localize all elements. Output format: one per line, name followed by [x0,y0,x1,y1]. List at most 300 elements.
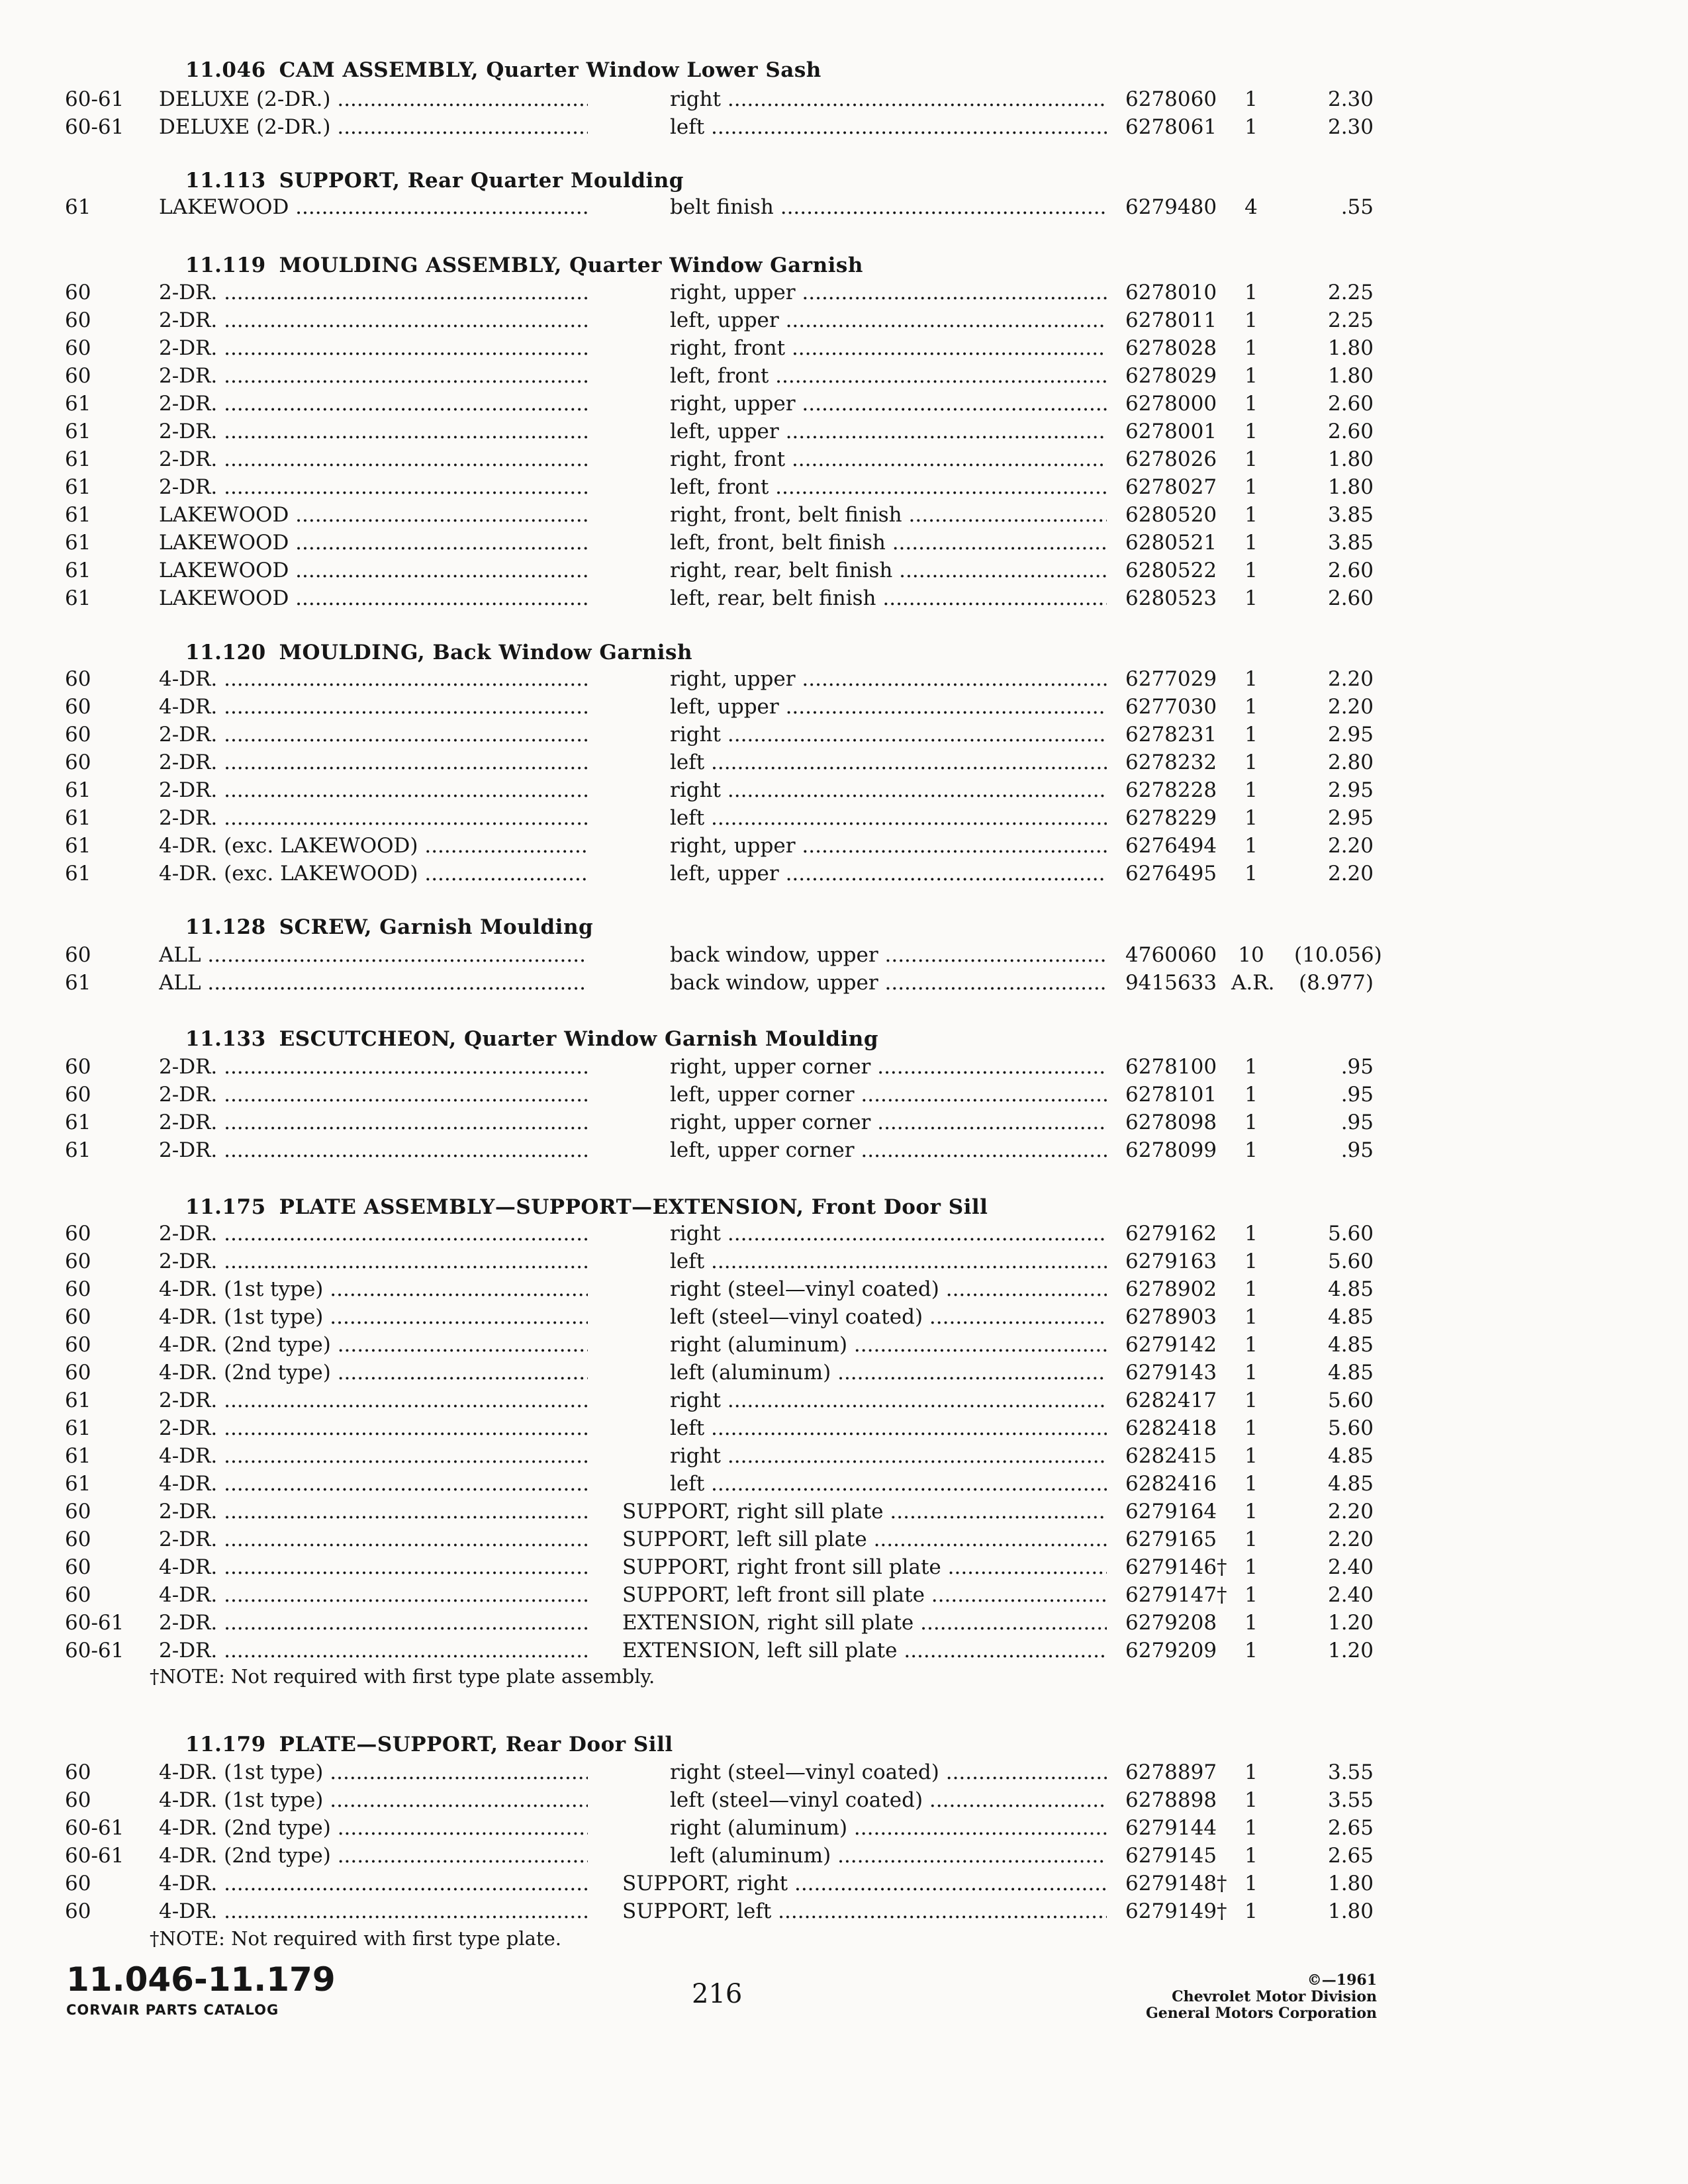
price: 3.85 [1327,531,1374,555]
body-model: DELUXE (2-DR.) ..... [159,86,588,113]
body-model: 4-DR. (1st type) ..... [159,1304,588,1331]
part-number: 6279480 [1125,195,1217,219]
page-number: 216 [692,1979,743,2009]
model-year: 60 [65,281,91,304]
model-year: 60 [65,308,91,332]
part-description: right, front ..... [670,446,1107,473]
part-description: left (steel—vinyl coated) ..... [670,1787,1107,1814]
section-heading [185,915,593,939]
body-model: 4-DR. ..... [159,666,588,693]
model-year: 60 [65,1788,91,1812]
section-heading [185,1733,673,1756]
part-number: 6279165 [1125,1527,1217,1551]
part-description: right, upper corner ..... [670,1109,1107,1136]
quantity: 1 [1244,1222,1258,1246]
part-description: left, rear, belt finish ..... [670,585,1107,612]
quantity: 1 [1244,806,1258,830]
model-year: 61 [65,447,91,471]
part-description: right ..... [670,1220,1107,1248]
part-description: left ..... [670,114,1107,141]
part-description: back window, upper ..... [670,970,1107,997]
part-description: right (steel—vinyl coated) ..... [670,1759,1107,1786]
section-name: PLATE ASSEMBLY—SUPPORT—EXTENSION, [279,1195,804,1219]
model-year: 61 [65,1416,91,1440]
section-number: 11.128 [185,915,266,939]
parts-row [0,529,1688,557]
part-description: left, upper ..... [670,307,1107,334]
parts-row [0,721,1688,749]
model-year: 60 [65,1277,91,1301]
parts-row [0,1582,1688,1609]
parts-row [0,307,1688,334]
quantity: 1 [1244,1111,1258,1134]
model-year: 61 [65,778,91,802]
body-model: 4-DR. (2nd type) ..... [159,1359,588,1387]
body-model: 4-DR. ..... [159,1554,588,1581]
model-year: 61 [65,195,91,219]
quantity: 1 [1244,1277,1258,1301]
part-description: right, upper ..... [670,279,1107,306]
body-model: 4-DR. (exc. LAKEWOOD) ..... [159,860,588,887]
parts-row [0,1870,1688,1897]
part-number: 6278026 [1125,447,1217,471]
body-model: 2-DR. ..... [159,721,588,749]
body-model: 4-DR. ..... [159,1898,588,1925]
body-model: 4-DR. (2nd type) ..... [159,1815,588,1842]
price: 2.60 [1327,420,1374,443]
body-model: ALL ..... [159,942,588,969]
section-number: 11.046 [185,58,266,82]
model-year: 60 [65,364,91,388]
price: 2.40 [1327,1583,1374,1607]
model-year: 61 [65,834,91,858]
body-model: 2-DR. ..... [159,474,588,501]
price: 4.85 [1327,1361,1374,1385]
quantity: 1 [1244,392,1258,416]
quantity: 1 [1244,1583,1258,1607]
part-description: left (steel—vinyl coated) ..... [670,1304,1107,1331]
part-number: 6279148† [1125,1872,1227,1895]
parts-row [0,1759,1688,1786]
part-description: SUPPORT, right ..... [622,1870,1107,1897]
section-number: 11.175 [185,1195,266,1219]
quantity: 1 [1244,420,1258,443]
model-year: 60 [65,1222,91,1246]
quantity: 1 [1244,751,1258,774]
body-model: DELUXE (2-DR.) ..... [159,114,588,141]
parts-row [0,446,1688,473]
part-description: SUPPORT, left ..... [622,1898,1107,1925]
quantity: 1 [1244,1555,1258,1579]
model-year: 61 [65,971,91,995]
part-number: 6278060 [1125,87,1217,111]
part-number: 6279163 [1125,1250,1217,1273]
quantity: 1 [1244,1472,1258,1496]
section-heading [185,253,863,277]
part-number: 6280523 [1125,586,1217,610]
quantity: 1 [1244,834,1258,858]
part-number: 6280522 [1125,559,1217,582]
model-year: 61 [65,1444,91,1468]
body-model: 2-DR. ..... [159,1498,588,1525]
part-number: 6278101 [1125,1083,1217,1107]
price: .55 [1340,195,1374,219]
price: 2.30 [1327,115,1374,139]
body-model: 2-DR. ..... [159,1081,588,1109]
parts-row [0,390,1688,418]
price: 4.85 [1327,1444,1374,1468]
section-subtitle: Garnish Moulding [379,915,594,939]
parts-row [0,970,1688,997]
quantity: 1 [1244,1872,1258,1895]
parts-row [0,1054,1688,1081]
body-model: 4-DR. ..... [159,694,588,721]
price: 3.55 [1327,1788,1374,1812]
parts-row [0,1304,1688,1331]
price: 2.20 [1327,1527,1374,1551]
part-description: right ..... [670,1387,1107,1414]
part-description: right, front, belt finish ..... [670,502,1107,529]
model-year: 60-61 [65,1844,124,1868]
quantity: 1 [1244,1138,1258,1162]
section-name: ESCUTCHEON, [279,1027,457,1051]
parts-row [0,86,1688,113]
section-number: 11.113 [185,169,266,193]
part-number: 6279164 [1125,1500,1217,1524]
parts-row [0,1526,1688,1553]
part-number: 6279208 [1125,1611,1217,1635]
model-year: 60 [65,667,91,691]
part-description: right, upper ..... [670,390,1107,418]
part-number: 6277029 [1125,667,1217,691]
body-model: 4-DR. (1st type) ..... [159,1276,588,1303]
parts-row [0,666,1688,693]
quantity: 1 [1244,336,1258,360]
quantity: 1 [1244,1760,1258,1784]
model-year: 61 [65,586,91,610]
price: 2.40 [1327,1555,1374,1579]
section-number: 11.179 [185,1733,266,1756]
parts-row [0,1359,1688,1387]
division: Chevrolet Motor Division [1172,1988,1377,2005]
body-model: 2-DR. ..... [159,446,588,473]
model-year: 60 [65,1760,91,1784]
parts-row [0,474,1688,501]
price: 2.80 [1327,751,1374,774]
section-heading [185,169,684,193]
body-model: 2-DR. ..... [159,418,588,445]
part-description: left ..... [670,1415,1107,1442]
part-number: 6279162 [1125,1222,1217,1246]
quantity: 1 [1244,1527,1258,1551]
price: 5.60 [1327,1388,1374,1412]
price: 4.85 [1327,1277,1374,1301]
section-name: SCREW, [279,915,372,939]
publisher-block [1146,1972,1377,2022]
model-year: 61 [65,392,91,416]
model-year: 60-61 [65,115,124,139]
price: (8.977) [1299,971,1374,995]
parts-row [0,1387,1688,1414]
section-number: 11.119 [185,253,266,277]
body-model: 2-DR. ..... [159,1137,588,1164]
part-number: 6279147† [1125,1583,1227,1607]
parts-row [0,363,1688,390]
part-description: left, front ..... [670,474,1107,501]
quantity: 1 [1244,1611,1258,1635]
part-number: 6278903 [1125,1305,1217,1329]
price: 2.95 [1327,778,1374,802]
section-subtitle: Quarter Window Lower Sash [486,58,821,82]
parts-row [0,942,1688,969]
parts-row [0,805,1688,832]
part-number: 6279143 [1125,1361,1217,1385]
part-description: left, upper ..... [670,418,1107,445]
section-subtitle: Quarter Window Garnish Moulding [463,1027,878,1051]
part-number: 6278061 [1125,115,1217,139]
part-number: 6278010 [1125,281,1217,304]
section-name: MOULDING ASSEMBLY, [279,253,562,277]
part-number: 6279142 [1125,1333,1217,1357]
parts-row [0,1443,1688,1470]
model-year: 61 [65,475,91,499]
quantity: 1 [1244,1816,1258,1840]
parts-row [0,1471,1688,1498]
price: 2.20 [1327,667,1374,691]
section-subtitle: Rear Door Sill [505,1733,673,1756]
body-model: 2-DR. ..... [159,1220,588,1248]
parts-row [0,1109,1688,1136]
parts-row [0,279,1688,306]
part-number: 6282418 [1125,1416,1217,1440]
parts-row [0,1137,1688,1164]
price: 5.60 [1327,1250,1374,1273]
part-description: right ..... [670,1443,1107,1470]
model-year: 60 [65,336,91,360]
parts-row [0,1081,1688,1109]
body-model: 4-DR. (2nd type) ..... [159,1332,588,1359]
parts-row [0,694,1688,721]
section-note: †NOTE: Not required with first type plate. [150,1927,561,1950]
price: 2.25 [1327,308,1374,332]
parts-row [0,194,1688,221]
part-description: left (aluminum) ..... [670,1843,1107,1870]
parts-row [0,1332,1688,1359]
part-description: SUPPORT, left front sill plate ..... [622,1582,1107,1609]
part-number: 6279149† [1125,1899,1227,1923]
price: 2.65 [1327,1844,1374,1868]
part-description: right ..... [670,86,1107,113]
part-description: SUPPORT, left sill plate ..... [622,1526,1107,1553]
body-model: LAKEWOOD ..... [159,529,588,557]
quantity: 1 [1244,1250,1258,1273]
part-description: right ..... [670,721,1107,749]
part-number: 6277030 [1125,695,1217,719]
price: .95 [1340,1083,1374,1107]
price: 2.25 [1327,281,1374,304]
part-number: 6278229 [1125,806,1217,830]
quantity: 1 [1244,308,1258,332]
body-model: 2-DR. ..... [159,1637,588,1664]
quantity: 1 [1244,503,1258,527]
copyright: ©—1961 [1307,1972,1377,1989]
section-subtitle: Back Window Garnish [432,641,693,664]
part-number: 6278231 [1125,723,1217,747]
part-number: 6278028 [1125,336,1217,360]
body-model: ALL ..... [159,970,588,997]
model-year: 60-61 [65,1816,124,1840]
part-description: left, upper ..... [670,694,1107,721]
body-model: 4-DR. (1st type) ..... [159,1787,588,1814]
price: 2.95 [1327,806,1374,830]
quantity: 1 [1244,1361,1258,1385]
model-year: 60 [65,1899,91,1923]
model-year: 60 [65,695,91,719]
price: 2.20 [1327,1500,1374,1524]
quantity: 1 [1244,1844,1258,1868]
price: (10.056) [1294,943,1382,967]
parts-row [0,833,1688,860]
section-subtitle: Quarter Window Garnish [569,253,863,277]
part-description: SUPPORT, right sill plate ..... [622,1498,1107,1525]
quantity: 1 [1244,1444,1258,1468]
part-description: EXTENSION, left sill plate ..... [622,1637,1107,1664]
model-year: 61 [65,503,91,527]
body-model: 2-DR. ..... [159,279,588,306]
quantity: 1 [1244,1416,1258,1440]
parts-row [0,1220,1688,1248]
part-number: 6282416 [1125,1472,1217,1496]
body-model: 2-DR. ..... [159,749,588,776]
quantity: 1 [1244,447,1258,471]
part-number: 6278100 [1125,1055,1217,1079]
section-number: 11.133 [185,1027,266,1051]
quantity: 1 [1244,87,1258,111]
part-description: right (aluminum) ..... [670,1332,1107,1359]
section-subtitle: Front Door Sill [811,1195,988,1219]
part-description: left, front ..... [670,363,1107,390]
part-description: left, front, belt finish ..... [670,529,1107,557]
model-year: 60 [65,1555,91,1579]
body-model: 2-DR. ..... [159,1248,588,1275]
price: 2.60 [1327,559,1374,582]
price: 3.85 [1327,503,1374,527]
model-year: 60 [65,1872,91,1895]
body-model: 2-DR. ..... [159,805,588,832]
part-description: right, upper ..... [670,666,1107,693]
parts-row [0,1898,1688,1925]
body-model: 4-DR. ..... [159,1443,588,1470]
section-name: CAM ASSEMBLY, [279,58,479,82]
part-number: 6279144 [1125,1816,1217,1840]
part-description: left ..... [670,749,1107,776]
quantity: 1 [1244,723,1258,747]
part-description: right ..... [670,777,1107,804]
model-year: 60 [65,1250,91,1273]
quantity: 1 [1244,1388,1258,1412]
part-number: 6276495 [1125,862,1217,886]
price: 2.30 [1327,87,1374,111]
price: .95 [1340,1055,1374,1079]
parts-row [0,1415,1688,1442]
parts-row [0,585,1688,612]
model-year: 60-61 [65,1611,124,1635]
section-heading [185,1195,988,1219]
model-year: 61 [65,806,91,830]
model-year: 60 [65,1305,91,1329]
part-number: 4760060 [1125,943,1217,967]
parts-row [0,335,1688,362]
quantity: 1 [1244,475,1258,499]
part-description: right, rear, belt finish ..... [670,557,1107,584]
quantity: 1 [1244,531,1258,555]
part-number: 6276494 [1125,834,1217,858]
quantity: 1 [1244,115,1258,139]
part-description: right, front ..... [670,335,1107,362]
part-description: left ..... [670,1248,1107,1275]
part-description: right, upper ..... [670,833,1107,860]
page-range: 11.046-11.179 [66,1960,336,1999]
model-year: 60 [65,1055,91,1079]
part-number: 6279209 [1125,1639,1217,1662]
parts-row [0,418,1688,445]
quantity: 1 [1244,1333,1258,1357]
model-year: 61 [65,1138,91,1162]
part-description: left, upper corner ..... [670,1081,1107,1109]
body-model: LAKEWOOD ..... [159,557,588,584]
parts-row [0,1815,1688,1842]
price: 1.80 [1327,1899,1374,1923]
price: 2.95 [1327,723,1374,747]
part-number: 6279145 [1125,1844,1217,1868]
quantity: 1 [1244,364,1258,388]
quantity: 1 [1244,281,1258,304]
part-description: left ..... [670,1471,1107,1498]
price: 4.85 [1327,1472,1374,1496]
model-year: 60-61 [65,87,124,111]
model-year: 60 [65,751,91,774]
part-description: back window, upper ..... [670,942,1107,969]
quantity: 1 [1244,1500,1258,1524]
price: 2.20 [1327,695,1374,719]
model-year: 60 [65,1527,91,1551]
quantity: 1 [1244,1305,1258,1329]
body-model: 2-DR. ..... [159,1054,588,1081]
part-description: belt finish ..... [670,194,1107,221]
model-year: 60 [65,1361,91,1385]
part-description: SUPPORT, right front sill plate ..... [622,1554,1107,1581]
part-description: left, upper ..... [670,860,1107,887]
part-number: 6278902 [1125,1277,1217,1301]
price: .95 [1340,1111,1374,1134]
parts-row [0,1787,1688,1814]
price: 2.60 [1327,392,1374,416]
part-number: 6278001 [1125,420,1217,443]
corporation: General Motors Corporation [1145,2005,1377,2022]
price: 1.80 [1327,475,1374,499]
section-number: 11.120 [185,641,266,664]
body-model: 4-DR. (exc. LAKEWOOD) ..... [159,833,588,860]
price: 4.85 [1327,1305,1374,1329]
model-year: 60 [65,943,91,967]
quantity: 1 [1244,1899,1258,1923]
body-model: 4-DR. (1st type) ..... [159,1759,588,1786]
model-year: 61 [65,420,91,443]
body-model: 4-DR. ..... [159,1471,588,1498]
part-number: 6278897 [1125,1760,1217,1784]
model-year: 60 [65,1333,91,1357]
price: 1.80 [1327,1872,1374,1895]
